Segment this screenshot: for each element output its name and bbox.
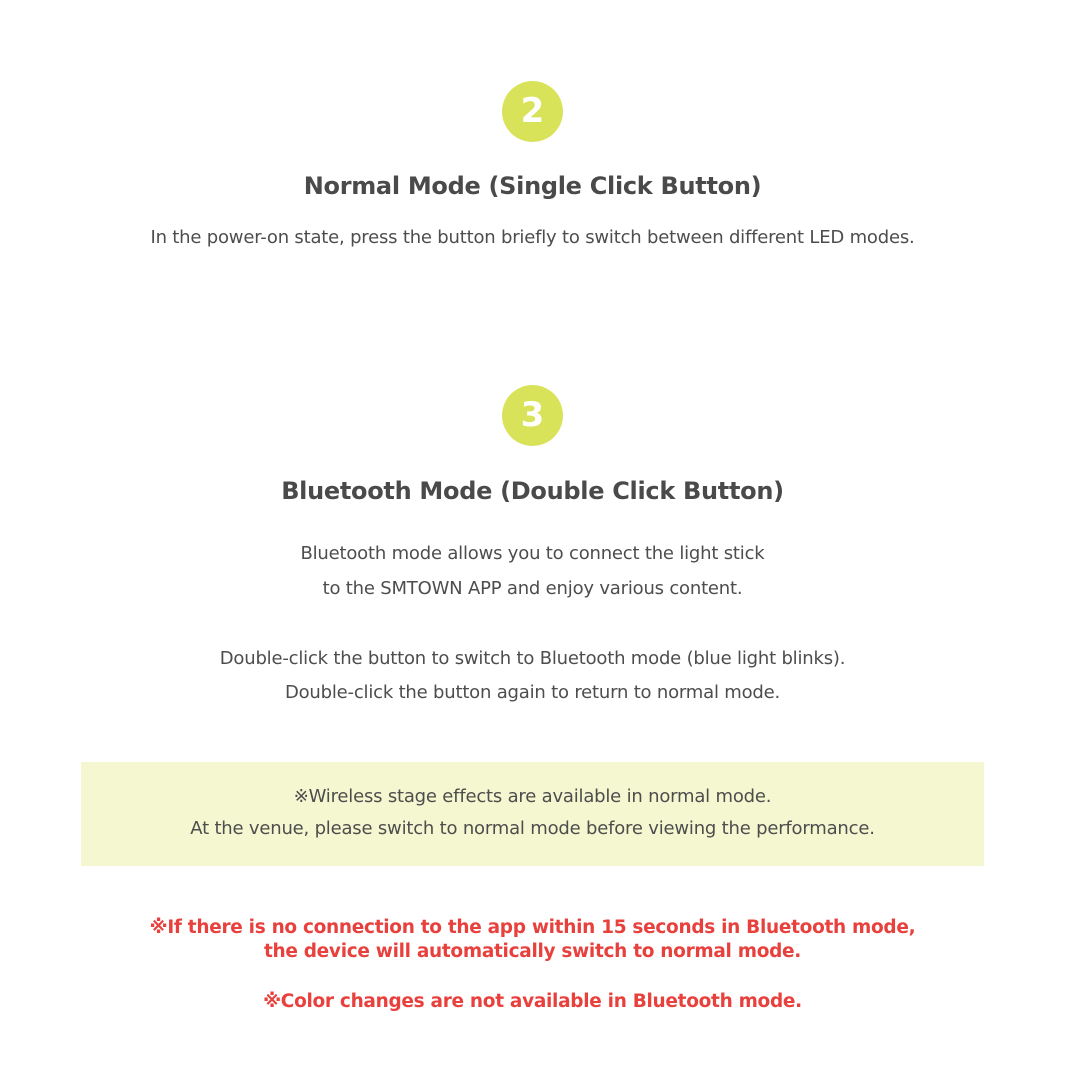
notice-line-1: ※Wireless stage effects are available in normal mode.	[293, 786, 772, 807]
bluetooth-instruction-line-1: Double-click the button to switch to Bluetooth mode (blue light blinks).	[219, 648, 846, 669]
bluetooth-description-line-2: to the SMTOWN APP and enjoy various content.	[322, 578, 743, 599]
normal-mode-heading: Normal Mode (Single Click Button)	[303, 172, 762, 200]
color-warning: ※Color changes are not available in Bluetooth mode.	[263, 991, 802, 1012]
step-2-badge: 2	[502, 81, 563, 142]
notice-box	[81, 762, 984, 866]
normal-mode-description: In the power-on state, press the button briefly to switch between different LED modes.	[150, 227, 915, 248]
step-3-badge: 3	[502, 385, 563, 446]
bluetooth-mode-heading: Bluetooth Mode (Double Click Button)	[281, 477, 784, 505]
bluetooth-description-line-1: Bluetooth mode allows you to connect the light stick	[300, 543, 765, 564]
bluetooth-instruction-line-2: Double-click the button again to return to normal mode.	[284, 682, 781, 703]
connection-warning-line-2: the device will automatically switch to normal mode.	[263, 941, 802, 962]
notice-line-2: At the venue, please switch to normal mode before viewing the performance.	[190, 818, 875, 839]
connection-warning-line-1: ※If there is no connection to the app within 15 seconds in Bluetooth mode,	[149, 917, 916, 938]
